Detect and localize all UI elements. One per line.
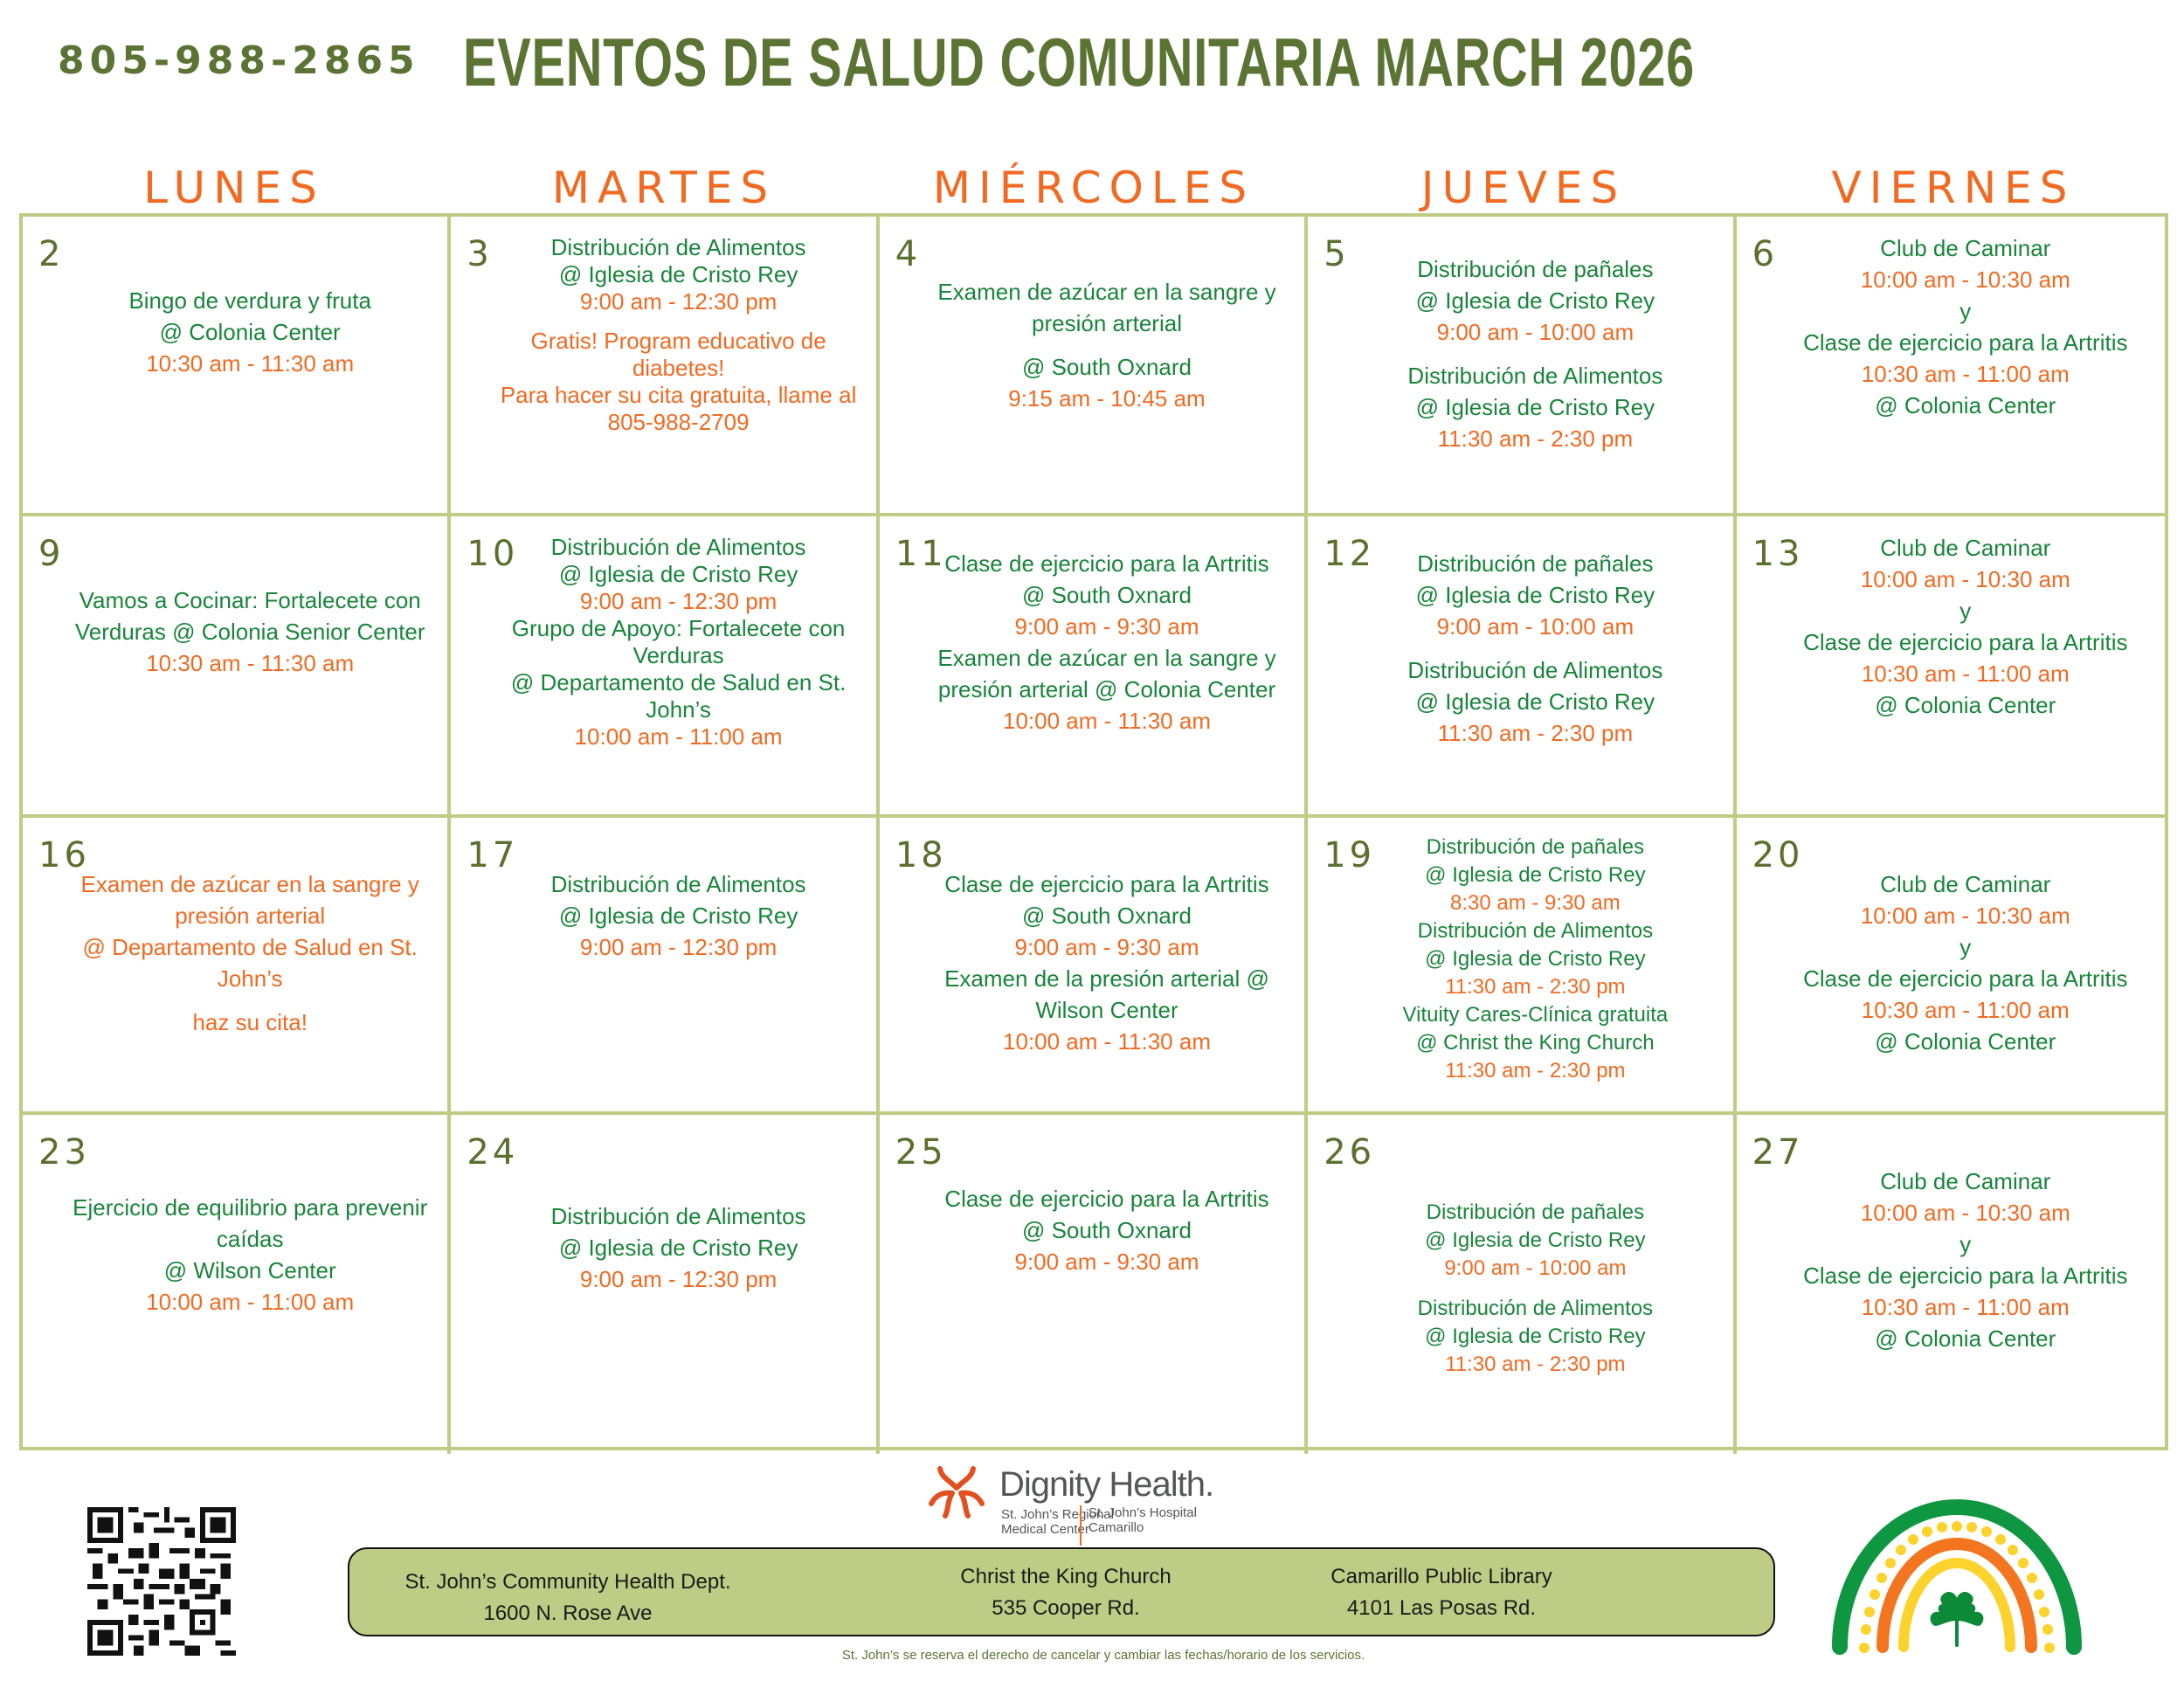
day-events bbox=[1317, 834, 1724, 1085]
event-text: Distribución de Alimentos bbox=[1417, 919, 1654, 943]
event-text: @ Iglesia de Cristo Rey bbox=[558, 903, 798, 929]
dignity-health-mark-icon bbox=[926, 1462, 987, 1523]
day-events bbox=[1745, 232, 2156, 421]
day-number: 9 bbox=[38, 534, 65, 574]
event-text: Clase de ejercicio para la Artritis bbox=[944, 550, 1269, 577]
day-number: 2 bbox=[38, 234, 65, 274]
event-time: Examen de azúcar en la sangre y presión arterial bbox=[80, 871, 419, 929]
spacer bbox=[1351, 642, 1718, 654]
day-events bbox=[31, 1131, 439, 1318]
calendar-day-12[interactable] bbox=[1308, 516, 1736, 818]
event-text: Club de Caminar bbox=[1880, 1168, 2051, 1194]
weekday-friday: VIERNES bbox=[1831, 163, 2076, 213]
event-text: Club de Caminar bbox=[1880, 235, 2051, 261]
event-text: @ Iglesia de Cristo Rey bbox=[558, 261, 798, 287]
calendar-day-20[interactable] bbox=[1737, 818, 2165, 1115]
event-text: @ South Oxnard bbox=[1021, 354, 1192, 380]
event-time: 9:00 am - 10:00 am bbox=[1436, 613, 1635, 640]
event-text: @ Iglesia de Cristo Rey bbox=[1415, 582, 1655, 608]
event-time: haz su cita! bbox=[192, 1009, 308, 1035]
day-events bbox=[1317, 232, 1724, 454]
event-time: 11:30 am - 2:30 pm bbox=[1437, 425, 1634, 452]
day-number: 18 bbox=[895, 835, 947, 875]
calendar-day-2[interactable] bbox=[23, 217, 451, 516]
event-text: Clase de ejercicio para la Artritis bbox=[1803, 965, 2128, 992]
calendar-day-23[interactable] bbox=[23, 1115, 451, 1454]
event-time: 9:00 am - 9:30 am bbox=[1014, 1249, 1199, 1275]
event-text: Grupo de Apoyo: Fortalecete con Verduras bbox=[511, 615, 846, 668]
event-text: Distribución de pañales bbox=[1417, 256, 1654, 282]
calendar-day-25[interactable] bbox=[880, 1115, 1308, 1454]
event-text: @ Iglesia de Cristo Rey bbox=[1425, 947, 1646, 971]
day-events bbox=[31, 834, 439, 1038]
dignity-health-logo: Dignity Health. St. John’s Regional Medical Center St. John’s Hospital Camarillo bbox=[926, 1462, 1275, 1549]
calendar-day-17[interactable] bbox=[451, 818, 879, 1115]
event-time: 10:00 am - 10:30 am bbox=[1860, 566, 2070, 592]
event-text: @ Iglesia de Cristo Rey bbox=[1415, 287, 1655, 314]
event-text: Club de Caminar bbox=[1880, 871, 2051, 897]
day-events bbox=[1745, 834, 2156, 1057]
weekday-header-row bbox=[19, 163, 2168, 213]
calendar-day-9[interactable] bbox=[23, 516, 451, 818]
event-text: Distribución de pañales bbox=[1426, 1200, 1645, 1224]
event-text: @ Departamento de Salud en St. John’s bbox=[510, 669, 847, 723]
event-text: Examen de la presión arterial @ Wilson Center bbox=[944, 965, 1269, 1023]
event-time: 11:30 am - 2:30 pm bbox=[1445, 1059, 1626, 1083]
calendar-day-16[interactable] bbox=[23, 818, 451, 1115]
event-time: 10:30 am - 11:30 am bbox=[146, 650, 355, 676]
event-text: Distribución de Alimentos bbox=[550, 534, 806, 560]
event-time: 11:30 am - 2:30 pm bbox=[1445, 1352, 1626, 1376]
event-text: @ Iglesia de Cristo Rey bbox=[1425, 1228, 1646, 1252]
event-time: 9:00 am - 12:30 pm bbox=[579, 288, 778, 315]
location-christ-the-king-church: Christ the King Church 535 Cooper Rd. bbox=[960, 1565, 1171, 1620]
event-time: 10:30 am - 11:00 am bbox=[1861, 661, 2070, 687]
day-events bbox=[1745, 1131, 2156, 1354]
event-time: 10:30 am - 11:00 am bbox=[1861, 361, 2070, 387]
event-text: Examen de azúcar en la sangre y presión arterial @ Colonia Center bbox=[937, 645, 1276, 702]
weekday-wednesday: MIÉRCOLES bbox=[932, 163, 1255, 213]
calendar-day-10[interactable] bbox=[451, 516, 879, 818]
calendar-day-6[interactable] bbox=[1737, 217, 2165, 516]
event-text: Distribución de Alimentos bbox=[1407, 363, 1663, 389]
event-time: 9:00 am - 10:00 am bbox=[1436, 319, 1635, 345]
event-time: 9:00 am - 9:30 am bbox=[1014, 613, 1199, 640]
event-text: Clase de ejercicio para la Artritis bbox=[944, 1186, 1269, 1212]
day-events bbox=[888, 532, 1296, 737]
spacer bbox=[923, 339, 1290, 351]
day-number: 13 bbox=[1752, 534, 1804, 574]
weekday-monday: LUNES bbox=[143, 163, 325, 213]
event-time: 9:00 am - 9:30 am bbox=[1014, 934, 1199, 960]
event-time: 10:30 am - 11:00 am bbox=[1861, 997, 2070, 1023]
phone-number: 805-988-2865 bbox=[58, 38, 420, 83]
logo-sub-right: St. John’s Hospital Camarillo bbox=[1080, 1505, 1197, 1546]
event-text: @ Christ the King Church bbox=[1416, 1031, 1655, 1055]
weekday-tuesday: MARTES bbox=[551, 163, 777, 213]
day-events bbox=[888, 834, 1296, 1057]
spacer bbox=[1351, 1283, 1718, 1295]
day-events bbox=[1317, 532, 1724, 749]
day-events bbox=[888, 232, 1296, 414]
day-events bbox=[1317, 1131, 1724, 1379]
event-time: 11:30 am - 2:30 pm bbox=[1437, 720, 1634, 746]
day-number: 16 bbox=[38, 835, 90, 875]
event-text: Distribución de Alimentos bbox=[550, 871, 806, 897]
event-text: y bbox=[1959, 934, 1972, 960]
event-time: 10:00 am - 11:30 am bbox=[1002, 1028, 1211, 1055]
day-number: 26 bbox=[1324, 1132, 1376, 1173]
event-text: @ Colonia Center bbox=[159, 319, 341, 345]
event-time: 11:30 am - 2:30 pm bbox=[1445, 975, 1626, 999]
event-text: @ Iglesia de Cristo Rey bbox=[1425, 1325, 1646, 1348]
event-time: 9:15 am - 10:45 am bbox=[1008, 385, 1206, 412]
event-text: Bingo de verdura y fruta bbox=[128, 287, 371, 314]
day-number: 6 bbox=[1752, 234, 1779, 274]
day-number: 20 bbox=[1752, 835, 1804, 875]
rainbow-shamrock-icon bbox=[1826, 1490, 2088, 1660]
event-text: y bbox=[1959, 1231, 1972, 1257]
day-number: 12 bbox=[1324, 534, 1376, 574]
event-time: 9:00 am - 10:00 am bbox=[1444, 1256, 1627, 1280]
event-time: 10:00 am - 11:30 am bbox=[1002, 708, 1211, 734]
event-text: y bbox=[1959, 598, 1972, 624]
disclaimer: St. John’s se reserva el derecho de cancelar y cambiar las fechas/horario de los servicios. bbox=[841, 1648, 1365, 1663]
event-text: @ South Oxnard bbox=[1021, 582, 1192, 608]
event-time: 9:00 am - 12:30 pm bbox=[579, 588, 778, 614]
event-time: 10:00 am - 11:00 am bbox=[146, 1289, 355, 1315]
event-time: 10:30 am - 11:00 am bbox=[1861, 1294, 2070, 1320]
event-time: Gratis! Program educativo de diabetes! bbox=[530, 328, 826, 381]
day-number: 19 bbox=[1324, 835, 1376, 875]
calendar-day-24[interactable] bbox=[451, 1115, 879, 1454]
event-text: Clase de ejercicio para la Artritis bbox=[944, 871, 1269, 897]
locations-box bbox=[348, 1547, 1775, 1636]
calendar-grid bbox=[19, 213, 2168, 1450]
event-time: 10:00 am - 10:30 am bbox=[1860, 903, 2070, 929]
event-text: Vamos a Cocinar: Fortalecete con Verduras @ Colonia Senior Center bbox=[74, 587, 425, 645]
spacer bbox=[66, 994, 433, 1007]
event-text: @ Iglesia de Cristo Rey bbox=[1415, 394, 1655, 420]
location-community-health-dept: St. John’s Community Health Dept. 1600 N. Rose Ave bbox=[404, 1570, 731, 1625]
event-text: @ Iglesia de Cristo Rey bbox=[1415, 688, 1655, 715]
event-text: @ South Oxnard bbox=[1021, 1217, 1192, 1243]
event-time: 9:00 am - 12:30 pm bbox=[579, 934, 778, 960]
day-events bbox=[888, 1131, 1296, 1277]
event-text: @ Colonia Center bbox=[1875, 1028, 2056, 1055]
day-number: 23 bbox=[38, 1132, 90, 1173]
event-time: 10:30 am - 11:30 am bbox=[146, 350, 355, 377]
calendar-day-26[interactable] bbox=[1308, 1115, 1736, 1454]
event-text: Distribución de Alimentos bbox=[1407, 657, 1663, 683]
event-text: Clase de ejercicio para la Artritis bbox=[1803, 629, 2128, 655]
event-text: @ Iglesia de Cristo Rey bbox=[558, 561, 798, 587]
day-events bbox=[31, 232, 439, 379]
event-time: 10:00 am - 11:00 am bbox=[574, 723, 783, 750]
day-number: 3 bbox=[467, 234, 493, 274]
event-text: @ Colonia Center bbox=[1875, 392, 2056, 419]
calendar-day-27[interactable] bbox=[1737, 1115, 2165, 1454]
event-text: Distribución de Alimentos bbox=[550, 1203, 806, 1229]
day-events bbox=[460, 232, 867, 436]
day-number: 10 bbox=[467, 534, 519, 574]
event-time: 8:30 am - 9:30 am bbox=[1450, 891, 1621, 915]
event-text: Distribución de Alimentos bbox=[1417, 1297, 1654, 1320]
page-title: EVENTOS DE SALUD COMUNITARIA MARCH 2026 bbox=[463, 24, 1696, 100]
day-number: 4 bbox=[895, 234, 922, 274]
event-text: Distribución de Alimentos bbox=[550, 234, 806, 260]
calendar-day-13[interactable] bbox=[1737, 516, 2165, 818]
event-text: @ South Oxnard bbox=[1021, 903, 1192, 929]
day-number: 24 bbox=[467, 1132, 519, 1173]
location-camarillo-library: Camarillo Public Library 4101 Las Posas Rd. bbox=[1330, 1565, 1552, 1620]
day-events bbox=[1745, 532, 2156, 721]
qr-code-icon[interactable] bbox=[87, 1507, 236, 1656]
day-number: 17 bbox=[467, 835, 519, 875]
event-text: Club de Caminar bbox=[1880, 535, 2051, 561]
day-events bbox=[460, 1131, 867, 1295]
calendar-day-3[interactable] bbox=[451, 217, 879, 516]
day-number: 5 bbox=[1324, 234, 1350, 274]
event-text: @ Wilson Center bbox=[163, 1257, 336, 1283]
event-text: Distribución de pañales bbox=[1426, 835, 1645, 859]
weekday-thursday: JUEVES bbox=[1420, 163, 1627, 213]
day-number: 11 bbox=[895, 534, 947, 574]
event-time: 10:00 am - 10:30 am bbox=[1860, 266, 2070, 293]
spacer bbox=[1351, 348, 1718, 360]
event-text: @ Iglesia de Cristo Rey bbox=[558, 1235, 798, 1261]
event-text: Clase de ejercicio para la Artritis bbox=[1803, 1263, 2128, 1289]
event-time: Para hacer su cita gratuita, llame al 805-988-2709 bbox=[500, 382, 857, 435]
event-text: y bbox=[1959, 298, 1972, 324]
day-number: 27 bbox=[1752, 1132, 1804, 1173]
event-text: @ Colonia Center bbox=[1875, 1325, 2056, 1352]
calendar-day-5[interactable] bbox=[1308, 217, 1736, 516]
day-events bbox=[31, 532, 439, 679]
event-text: @ Colonia Center bbox=[1875, 692, 2056, 718]
day-events bbox=[460, 532, 867, 751]
event-time: @ Departamento de Salud en St. John’s bbox=[82, 934, 418, 992]
event-time: 9:00 am - 12:30 pm bbox=[579, 1266, 778, 1292]
event-time: 10:00 am - 10:30 am bbox=[1860, 1200, 2070, 1226]
event-text: Clase de ejercicio para la Artritis bbox=[1803, 329, 2128, 356]
event-text: Distribución de pañales bbox=[1417, 550, 1654, 577]
event-text: @ Iglesia de Cristo Rey bbox=[1425, 863, 1646, 887]
spacer bbox=[494, 315, 861, 328]
day-events bbox=[460, 834, 867, 963]
logo-sub-left: St. John’s Regional Medical Center bbox=[1001, 1507, 1114, 1537]
day-number: 25 bbox=[895, 1132, 947, 1173]
calendar-day-4[interactable] bbox=[880, 217, 1308, 516]
calendar-day-11[interactable] bbox=[880, 516, 1308, 818]
calendar-day-18[interactable] bbox=[880, 818, 1308, 1115]
event-text: Examen de azúcar en la sangre y presión arterial bbox=[937, 279, 1276, 336]
event-text: Ejercicio de equilibrio para prevenir caídas bbox=[73, 1194, 428, 1252]
event-text: Vituity Cares-Clínica gratuita bbox=[1402, 1003, 1669, 1027]
calendar-day-19[interactable] bbox=[1308, 818, 1736, 1115]
